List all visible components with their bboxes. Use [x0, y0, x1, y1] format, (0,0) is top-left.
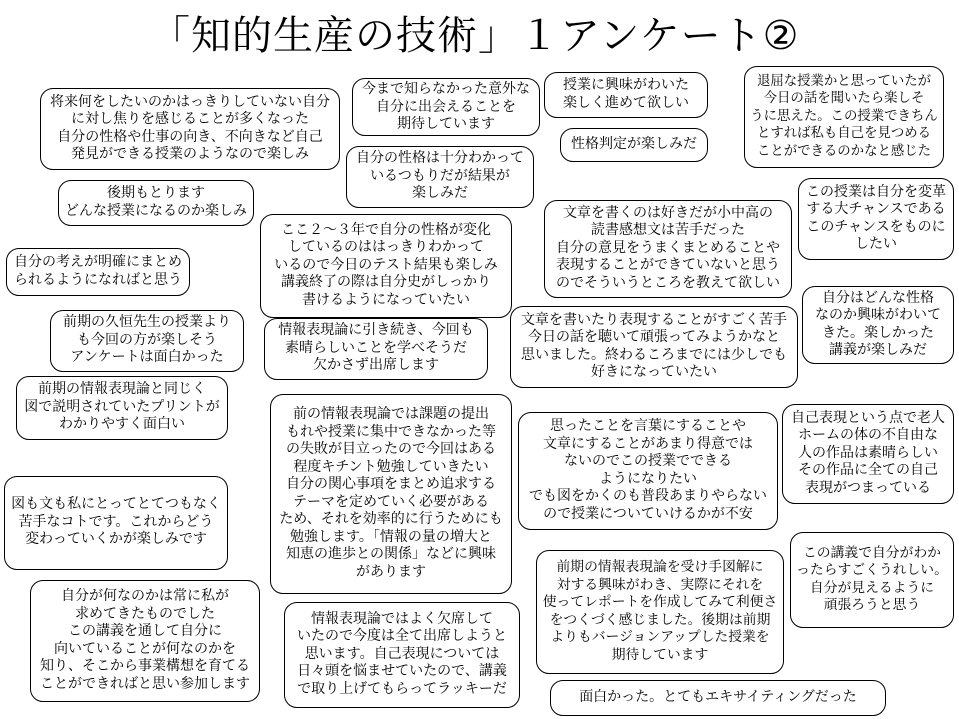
comment-line: 後期もとります [107, 185, 205, 201]
comment-line: 勉強します。「情報の量の増大と [290, 528, 492, 545]
comment-box [560, 128, 708, 162]
comment-line: 変わっていくかが楽しみです [25, 531, 207, 548]
comment-line: ここ２～３年で自分の性格が変化 [281, 221, 491, 238]
comment-line: なのか興味がわいて [815, 307, 941, 323]
comment-line: この講義で自分がわか [803, 544, 941, 561]
comment-line: わかりやすく面白い [59, 416, 185, 433]
comment-line: 文章を書くのは好きだが小中高の [563, 204, 773, 221]
comment-box [346, 146, 534, 208]
comment-line: 自分が見えるように [809, 579, 935, 596]
comment-line: アンケートは面白かった [70, 349, 224, 366]
comment-box [536, 550, 784, 674]
comment-line: 図も文も私にとってとてつもなく [11, 496, 221, 513]
comment-line: ので授業についていけるかが不安 [543, 505, 753, 522]
comment-line: その作品に全ての自己 [798, 462, 938, 479]
comment-line: 書けるようになっていたい [302, 291, 470, 308]
comment-line: があります [356, 563, 426, 580]
comment-line: する大チャンスである [806, 201, 946, 217]
comment-line: 思いました。終わるころまでには少しでも [521, 346, 787, 363]
comment-box [782, 404, 954, 504]
comment-line: のでそういうところを教えて欲しい [556, 274, 780, 291]
comment-line: 楽しく進めて欲しい [563, 94, 689, 111]
comment-line: 講義が楽しみだ [829, 342, 927, 358]
comment-line: きた。楽しかった [822, 324, 934, 341]
comment-line: 人の作品は素晴らしい [798, 444, 938, 461]
comment-box [270, 394, 512, 594]
comment-line: 前期の情報表現論を受け手図解に [556, 559, 764, 575]
comment-line: 自分の性格や仕事の向き、不向きなど自己 [57, 128, 323, 145]
comment-line: 今日の話を聴いて頑張ってみようかなと [528, 329, 780, 345]
comment-line: 文章を書いたり表現することがすごく苦手 [521, 311, 787, 328]
comment-line: 講義終了の際は自分史がしっかり [281, 274, 491, 291]
comment-box [798, 178, 954, 260]
comment-box [510, 306, 798, 388]
comment-line: 求めてきたものでした [75, 605, 215, 622]
comment-line: 対する興味がわき、実際にそれを [556, 576, 764, 593]
comment-box [40, 88, 340, 170]
comment-line: をつくづく感じました。後期は前期 [549, 611, 771, 628]
comment-box [4, 476, 228, 570]
comment-line: ことができるのかなと感じた [756, 143, 932, 159]
comment-line: 使ってレポートを作成してみて利便さ [542, 594, 778, 610]
comment-line: 自分はどんな性格 [822, 289, 934, 306]
comment-line: で取り上げてもらってラッキーだ [297, 680, 507, 697]
comment-line: とすれば私も自己を見つめる [756, 126, 932, 142]
comment-line: 素晴らしいことを学べそうだ [285, 339, 467, 356]
comment-box [30, 580, 260, 702]
comment-line: 好きになっていたい [591, 364, 717, 380]
comment-line: よりもバージョンアップした授業を [550, 629, 770, 645]
comment-line: 発見ができる授業のようなので楽しみ [71, 146, 309, 162]
comment-line: いるので今日のテスト結果も楽しみ [274, 256, 498, 273]
comment-line: ったらすごくうれしい。 [796, 562, 948, 578]
comment-line: ことができればと思い参加します [40, 675, 250, 692]
comment-box [802, 286, 954, 364]
comment-line: 性格判定が楽しみだ [571, 135, 697, 152]
comment-line: どんな授業になるのか楽しみ [65, 202, 247, 219]
comment-line: 向いていることが何なのかを [54, 640, 236, 657]
comment-line: この授業は自分を変革 [806, 183, 946, 200]
comment-line: 知恵の進歩との関係」などに興味 [286, 546, 496, 562]
comment-line: 前の情報表現論では課題の提出 [293, 406, 489, 422]
comment-line: 苦手なコトです。これからどう [18, 513, 214, 530]
comment-line: 今まで知らなかった意外な [362, 81, 530, 97]
comment-box [50, 310, 244, 372]
comment-line: 知り、そこから事業構想を育てる [40, 658, 250, 674]
comment-line: いるつもりだが結果が [370, 167, 510, 184]
comment-line: の失敗が目立ったので今回はある [286, 441, 496, 457]
comment-line: ホームの体の不自由な [798, 427, 938, 444]
comment-box [544, 72, 708, 118]
comment-line: られるようになればと思う [14, 271, 182, 288]
comment-line: うに思えた。この授業できちん [750, 108, 938, 124]
comment-line: 図で説明されていたプリントが [24, 398, 220, 415]
comment-line: 面白かった。とてもエキサイティングだった [579, 688, 857, 705]
comment-line: 退屈な授業かと思っていたが [756, 73, 932, 89]
comment-line: 今日の話を聞いたら楽しそ [763, 91, 925, 107]
comment-line: 情報表現論ではよく欠席して [311, 610, 493, 627]
comment-line: 前期の久恒先生の授業より [63, 314, 231, 331]
comment-box [260, 214, 512, 318]
comment-line: 授業に興味がわいた [563, 77, 689, 93]
comment-line: いたので今度は全て出席しようと [297, 628, 507, 645]
comment-line: 日々頭を悩ませていたので、講義 [297, 663, 507, 680]
comment-line: 情報表現論に引き続き、今回も [278, 322, 474, 339]
comment-box [544, 200, 792, 298]
comment-box [264, 318, 488, 380]
comment-box [6, 248, 190, 296]
comment-line: 自分の意見をうまくまとめることや [556, 239, 780, 256]
comment-line: 自分の関心事項をまとめ追求する [286, 476, 496, 492]
comment-line: 自分が何なのかは常に私が [61, 588, 229, 604]
comment-line: 表現することができていないと思う [556, 257, 780, 274]
comment-line: に対し焦りを感じることが多くなった [71, 111, 309, 127]
comment-line: 期待しています [611, 646, 709, 663]
comment-box [16, 376, 228, 440]
comment-line: ないのでこの授業でできる [564, 453, 732, 469]
comment-line: 楽しみだ [412, 185, 468, 202]
comment-line: ようになりたい [599, 470, 697, 487]
comment-line: 前期の情報表現論と同じく [38, 381, 206, 398]
comment-line: 期待しています [397, 116, 495, 132]
comment-line: 欠かさず出席します [313, 357, 439, 374]
comment-line: したい [855, 236, 897, 252]
comment-box [352, 78, 540, 136]
comment-box [518, 412, 778, 530]
comment-line: 文章にすることがあまり得意では [543, 435, 753, 452]
comment-line: 自分の考えが明確にまとめ [14, 254, 182, 270]
comment-line: ため、それを効率的に行うためにも [279, 511, 503, 527]
comment-line: 読書感想文は苦手だった [591, 222, 745, 239]
comment-box [790, 532, 954, 628]
comment-line: 自分の性格は十分わかって [356, 150, 524, 167]
page-title: 「知的生産の技術」１アンケート② [150, 13, 800, 59]
comment-box [58, 180, 254, 226]
comment-line: 自分に出会えることを [376, 98, 516, 115]
comment-line: 表現がつまっている [805, 479, 931, 496]
comment-line: 思います。自己表現については [304, 645, 500, 662]
comment-line: このチャンスをものに [806, 218, 946, 235]
comment-line: 自己表現という点で老人 [791, 409, 945, 426]
comment-box [284, 602, 520, 708]
comment-line: 思ったことを言葉にすることや [550, 418, 746, 434]
comment-line: 程度キチント勉強していきたい [293, 458, 489, 475]
comment-line: しているのははっきりわかって [288, 239, 484, 256]
comment-box [550, 680, 886, 716]
comment-line: も今回の方が楽しそう [77, 331, 217, 348]
comment-line: 頑張ろうと思う [823, 597, 921, 613]
comment-line: この講義を通して自分に [68, 623, 222, 639]
comment-box [744, 66, 944, 168]
comment-line: でも図をかくのも普段あまりやらない [529, 488, 767, 504]
comment-line: テーマを定めていく必要がある [293, 493, 489, 510]
comment-line: もれや授業に集中できなかった等 [286, 423, 496, 440]
comment-line: 将来何をしたいのかはっきりしていない自分 [50, 93, 330, 110]
